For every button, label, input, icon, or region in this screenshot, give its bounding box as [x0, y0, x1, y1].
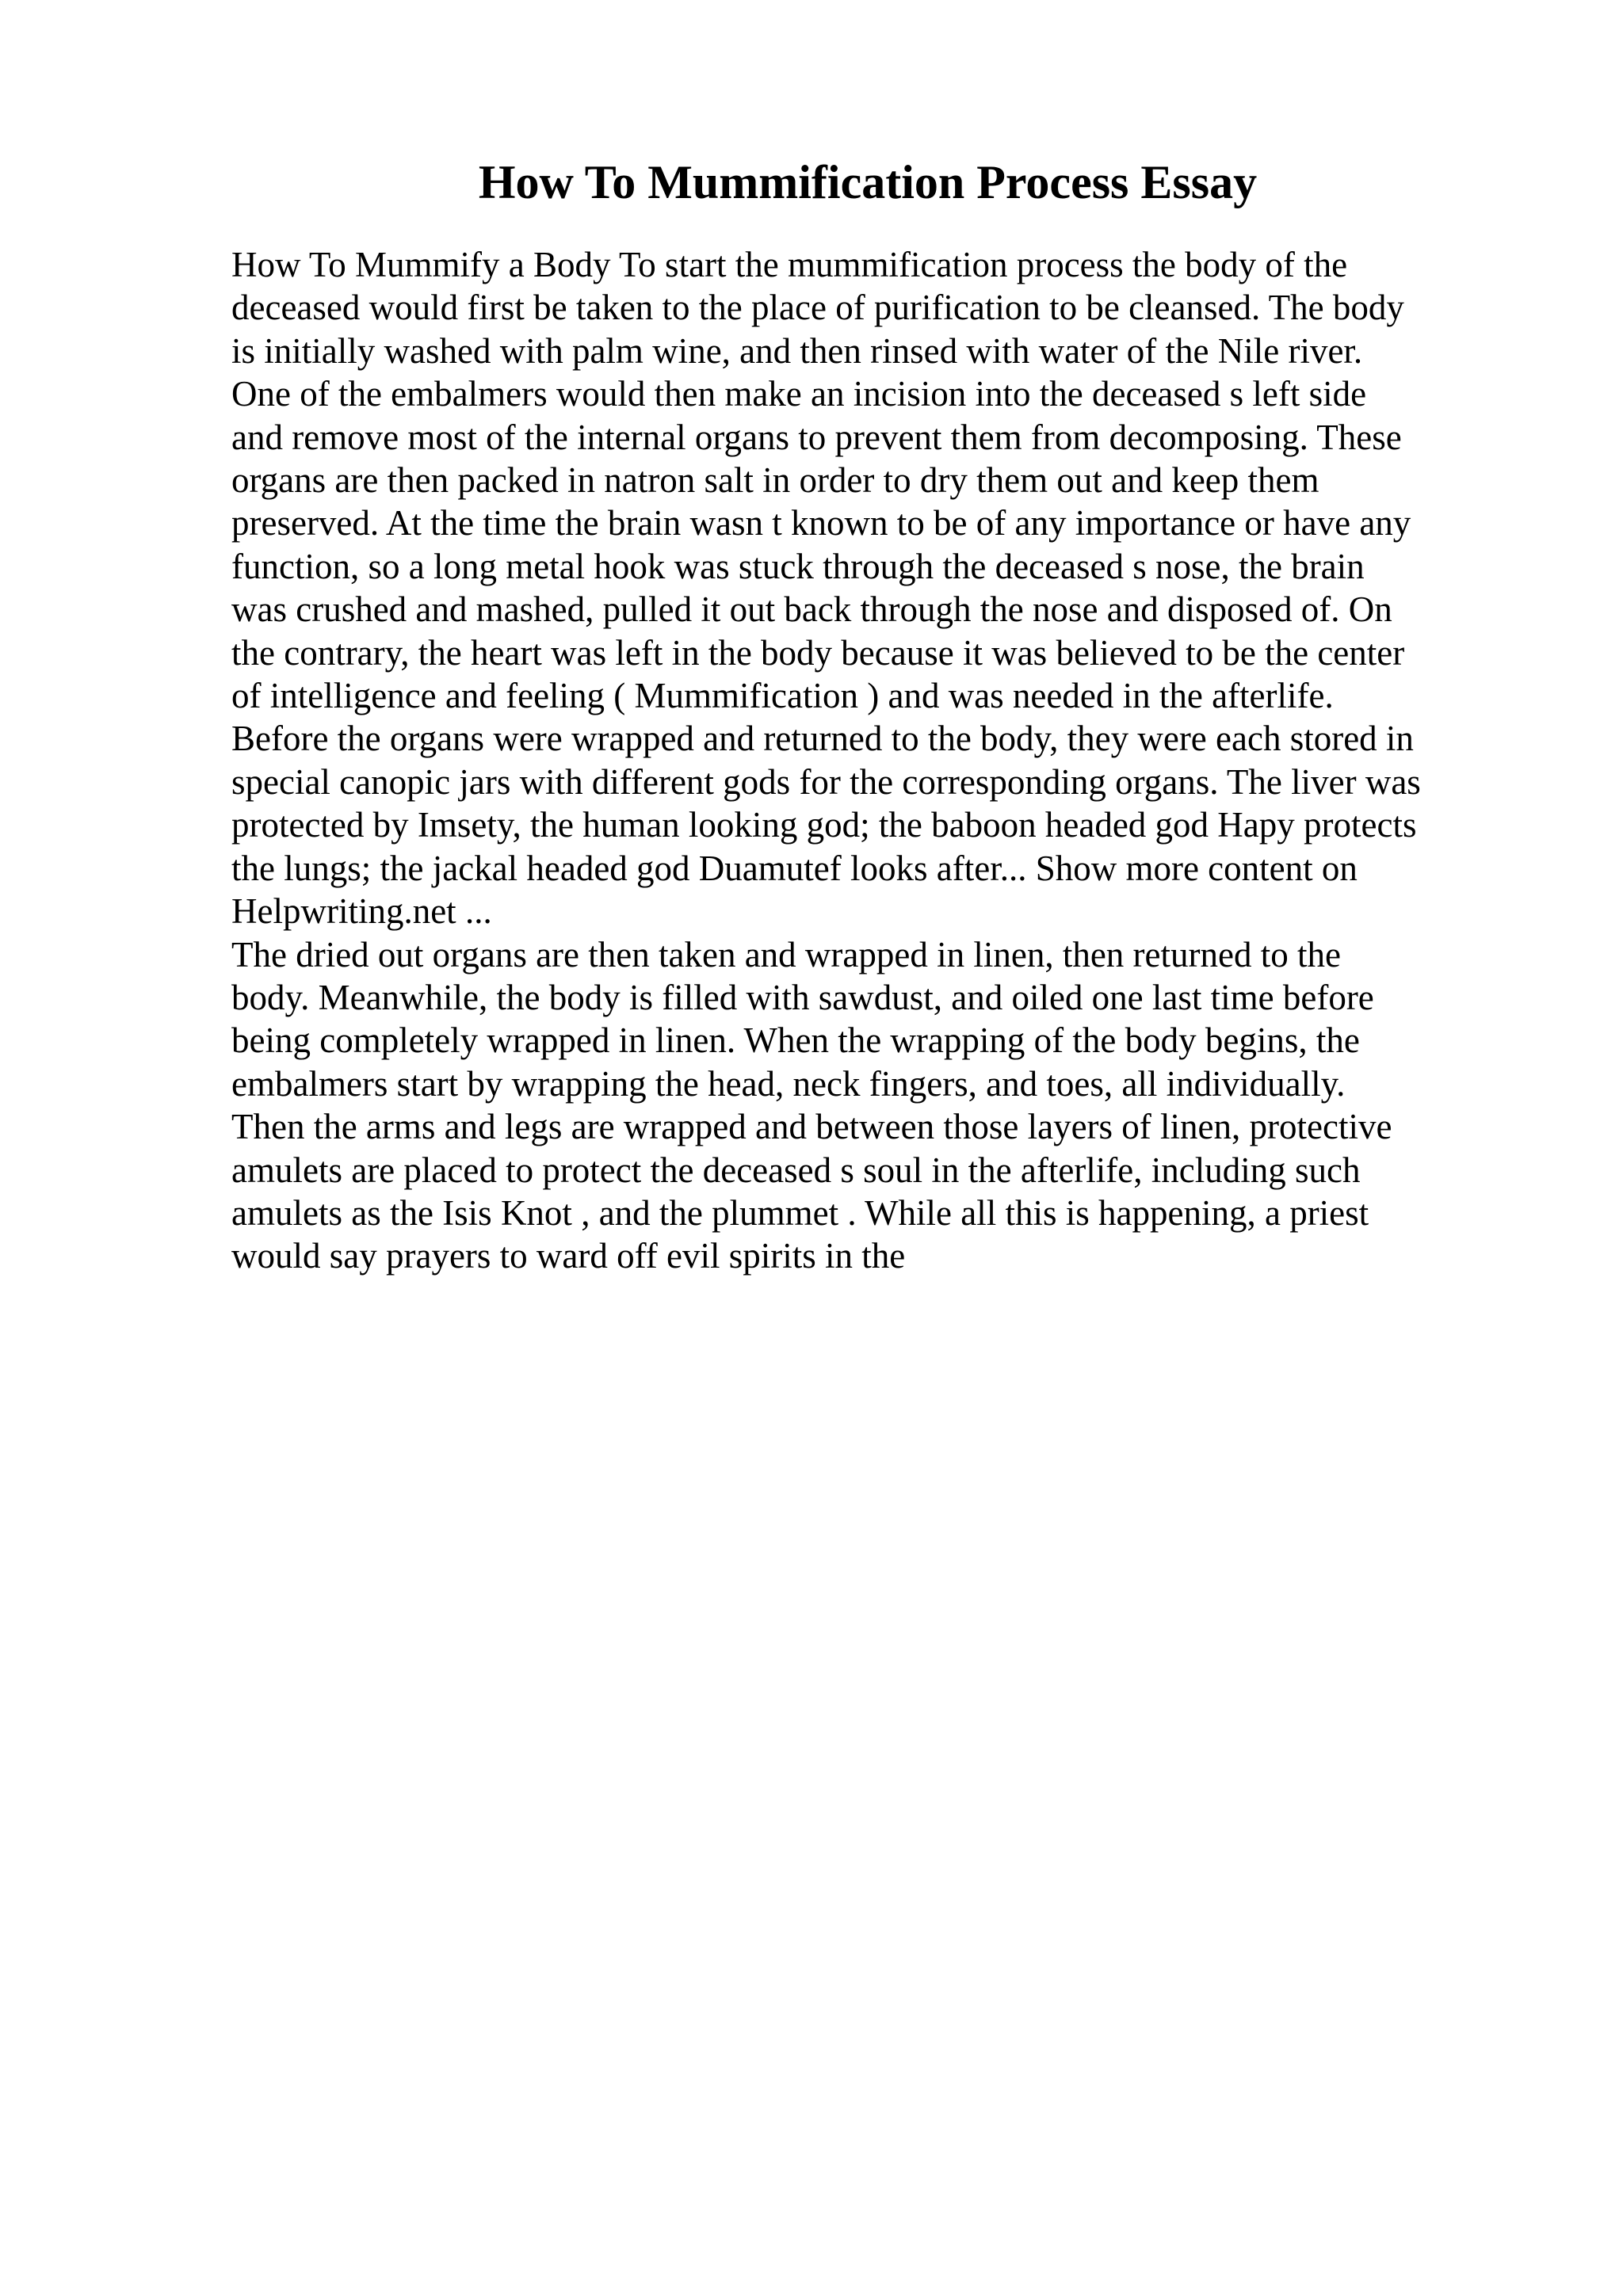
text-line: and remove most of the internal organs to prevent them from decomposing. These [231, 417, 1402, 457]
text-line: the contrary, the heart was left in the body because it was believed to be the center [231, 632, 1405, 673]
text-line: body. Meanwhile, the body is filled with sawdust, and oiled one last time before [231, 977, 1374, 1017]
text-line: deceased would first be taken to the place of purification to be cleansed. The body [231, 288, 1404, 328]
text-line: The dried out organs are then taken and wrapped in linen, then returned to the [231, 934, 1341, 974]
essay-body [231, 243, 1484, 1278]
text-line: Then the arms and legs are wrapped and between those layers of linen, protective [231, 1107, 1392, 1147]
document-title: How To Mummification Process Essay [478, 156, 1258, 208]
text-line: protected by Imsety, the human looking god; the baboon headed god Hapy protects [231, 805, 1417, 845]
text-line: function, so a long metal hook was stuck through the deceased s nose, the brain [231, 546, 1365, 586]
text-line: How To Mummify a Body To start the mummification process the body of the [231, 245, 1348, 284]
text-line: embalmers start by wrapping the head, neck fingers, and toes, all individually. [231, 1063, 1346, 1104]
text-line: One of the embalmers would then make an incision into the deceased s left side [231, 374, 1367, 414]
text-line: Before the organs were wrapped and returned to the body, they were each stored in [231, 719, 1414, 759]
text-line: was crushed and mashed, pulled it out back through the nose and disposed of. On [231, 589, 1392, 630]
text-line: Helpwriting.net ... [231, 891, 492, 932]
text-line: of intelligence and feeling ( Mummification ) and was needed in the afterlife. [231, 676, 1334, 716]
text-line: amulets are placed to protect the deceased s soul in the afterlife, including such [231, 1150, 1361, 1190]
text-line: special canopic jars with different gods for the corresponding organs. The liver was [231, 761, 1421, 802]
text-line: organs are then packed in natron salt in order to dry them out and keep them [231, 460, 1319, 501]
text-line: preserved. At the time the brain wasn t known to be of any importance or have any [231, 503, 1411, 543]
text-line: is initially washed with palm wine, and then rinsed with water of the Nile river. [231, 330, 1363, 371]
text-line: being completely wrapped in linen. When the wrapping of the body begins, the [231, 1020, 1360, 1061]
text-line: the lungs; the jackal headed god Duamutef looks after... Show more content on [231, 848, 1358, 888]
text-line: amulets as the Isis Knot , and the plummet . While all this is happening, a priest [231, 1192, 1369, 1233]
text-line: would say prayers to ward off evil spirits in the [231, 1236, 906, 1276]
